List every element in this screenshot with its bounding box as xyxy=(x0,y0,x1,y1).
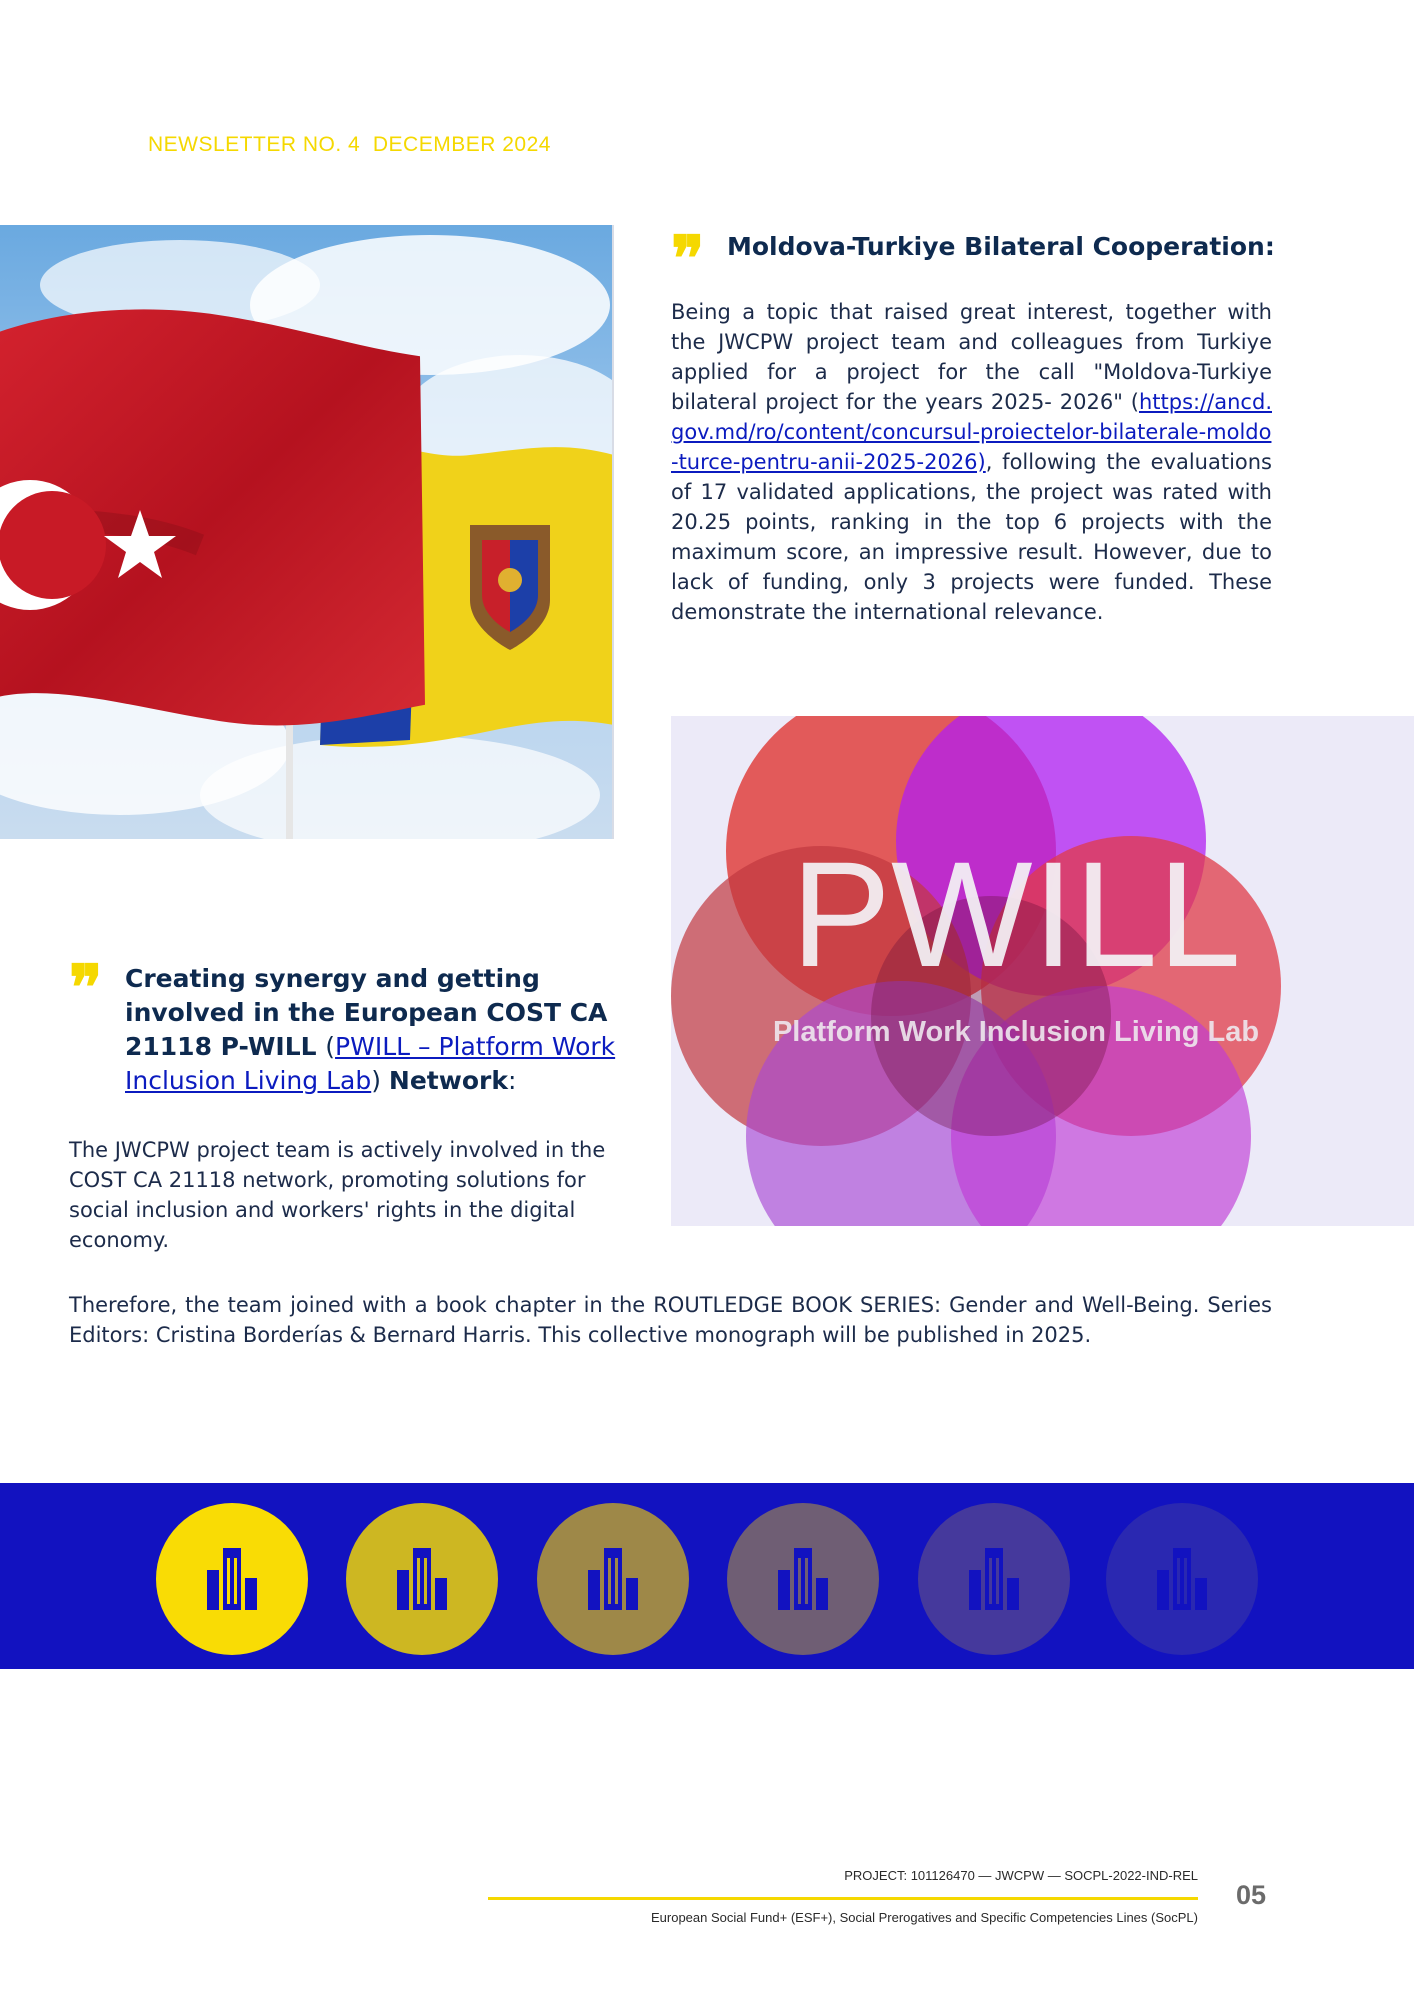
icon-circle xyxy=(537,1503,689,1655)
cost-title-close-paren: ) xyxy=(371,1066,389,1095)
routledge-paragraph: Therefore, the team joined with a book chapter in the ROUTLEDGE BOOK SERIES: Gender and Well-Being. Series Editors: Cristina Borderías & Bernard Harris. This collective monograph will be published in 2025. xyxy=(69,1293,1272,1347)
building-icon xyxy=(969,1548,1019,1610)
footer-divider xyxy=(488,1897,1198,1900)
quote-icon: ❞ xyxy=(671,228,705,272)
pwill-tagline: Platform Work Inclusion Living Lab xyxy=(772,1016,1260,1048)
building-icon xyxy=(397,1548,447,1610)
turkiye-moldova-flags-image xyxy=(0,225,614,839)
cost-title-part2: Network xyxy=(388,1066,508,1095)
icon-circle xyxy=(346,1503,498,1655)
quote-icon: ❞ xyxy=(69,957,103,1001)
turkiye-body-before-link: Being a topic that raised great interest, together with the JWCPW project team and colleagues from Turkiye applied for a project for the call "Moldova-Turkiye bilateral project for the years 2025- 2026" ( xyxy=(671,300,1272,414)
building-icon xyxy=(207,1548,257,1610)
cost-title-open-paren: ( xyxy=(325,1032,336,1061)
icon-circle xyxy=(156,1503,308,1655)
footer-fund-line: European Social Fund+ (ESF+), Social Prerogatives and Specific Competencies Lines (SocPL) xyxy=(650,1910,1198,1925)
building-icon xyxy=(1157,1548,1207,1610)
page-number: 05 xyxy=(1236,1880,1267,1910)
ancd-link[interactable]: https://ancd.gov.md/ro/content/concursul-proiectelor-bilaterale-moldo-turce-pentru-anii-2025-2026) xyxy=(671,390,1272,474)
turkiye-paragraph xyxy=(671,297,1272,627)
icon-circle xyxy=(918,1503,1070,1655)
footer-project-line: PROJECT: 101126470 — JWCPW — SOCPL-2022-IND-REL xyxy=(844,1868,1198,1883)
cost-title-part1: Creating synergy and getting involved in the European COST CA 21118 P-WILL xyxy=(125,964,608,1061)
turkiye-section-title: Moldova-Turkiye Bilateral Cooperation: xyxy=(727,232,1275,261)
pwill-link[interactable]: PWILL – Platform Work Inclusion Living Lab xyxy=(125,1032,616,1095)
cost-paragraph: The JWCPW project team is actively involved in the COST CA 21118 network, promoting solutions for social inclusion and workers' rights in the digital economy. xyxy=(69,1138,606,1252)
cost-title-colon: : xyxy=(507,1066,517,1095)
cost-section-title xyxy=(125,962,645,1098)
turkiye-body-after-link: , following the evaluations of 17 validated applications, the project was rated with 20.25 points, ranking in the top 6 projects with the maximum score, an impressive result. However, due to lack of funding, only 3 projects were funded. These demonstrate the international relevance. xyxy=(671,450,1272,624)
pwill-wordmark: PWILL xyxy=(790,830,1242,998)
icon-circle xyxy=(727,1503,879,1655)
newsletter-header: NEWSLETTER NO. 4 DECEMBER 2024 xyxy=(148,133,551,156)
icon-band xyxy=(0,1483,1414,1669)
building-icon xyxy=(778,1548,828,1610)
pwill-logo-image xyxy=(671,716,1414,1226)
icon-circle xyxy=(1106,1503,1258,1655)
building-icon xyxy=(588,1548,638,1610)
